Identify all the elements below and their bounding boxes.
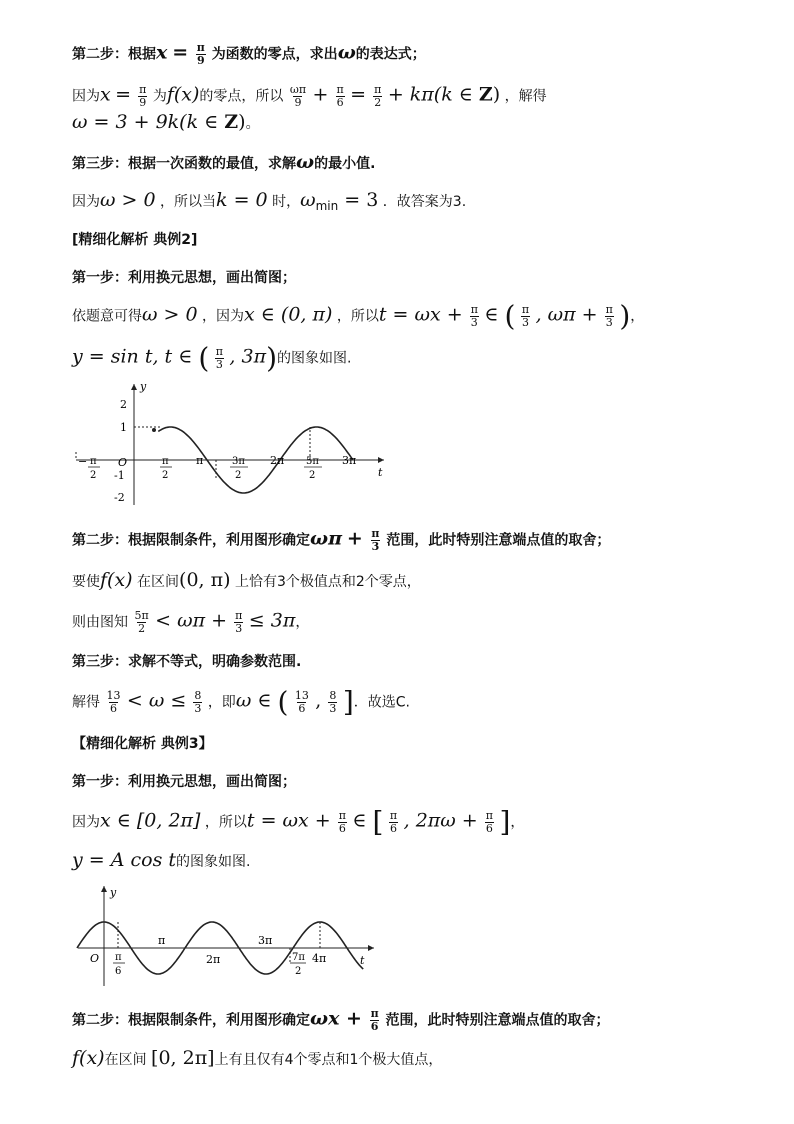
xtick-pi: π xyxy=(196,454,204,467)
xtick-2pi-2: 2π xyxy=(206,953,221,966)
origin-label-2: O xyxy=(90,952,100,965)
cosine-graph xyxy=(72,880,382,990)
step2-heading-2: 第二步：根据限制条件，利用图形确定ωπ + $\frac{\pi}{3}$ 范围，此时特别注意端点值的取舍； xyxy=(72,527,611,553)
t-axis-label-2: t xyxy=(360,954,365,967)
answer-line-1: 因为ω > 0 ，所以当k = 0 时，ωmin = 3 ．故答案为3. xyxy=(72,189,467,213)
y-axis-arrow-2 xyxy=(101,886,107,892)
condition-line-3: f(x)在区间 [0, 2π]上有且仅有4个零点和1个极大值点， xyxy=(72,1047,443,1069)
xtick-pi6-num: π xyxy=(115,952,122,963)
y-axis-label: y xyxy=(140,380,147,393)
cos-graph-caption: y = A cos t的图象如图. xyxy=(72,849,251,871)
step1-heading-3: 第一步：利用换元思想，画出简图； xyxy=(72,774,296,790)
example2-title: [精细化解析 典例2] xyxy=(72,232,198,248)
sine-graph xyxy=(72,380,392,510)
xtick-2pi: 2π xyxy=(270,454,285,467)
xtick-3pi-2: 3π xyxy=(258,934,273,947)
zero-point-line: 因为x = $\frac{\pi}{9}$ 为f(x)的零点，所以 $\frac{\omega\pi}{9}$ + $\frac{\pi}{6}$ = $\frac{\pi}{2}$ + kπ(k ∈ Z) ，解得 xyxy=(72,83,547,109)
step3-heading-1: 第三步：根据一次函数的最值，求解ω的最小值. xyxy=(72,151,376,173)
xtick-neg-sign: − xyxy=(78,455,88,468)
ytick-neg2: -2 xyxy=(114,491,125,504)
ytick-1: 1 xyxy=(120,421,127,434)
example3-title: 【精细化解析 典例3】 xyxy=(72,736,213,752)
step2-heading-3: 第二步：根据限制条件，利用图形确定ωx + $\frac{\pi}{6}$ 范围，此时特别注意端点值的取舍； xyxy=(72,1007,610,1033)
start-point xyxy=(152,428,156,432)
xtick-pi6-den: 6 xyxy=(115,966,122,977)
xtick-pi-2: π xyxy=(158,934,166,947)
xtick-neg-2: 2 xyxy=(90,470,97,481)
sin-graph-caption: y = sin t, t ∈ ( $\frac{\pi}{3}$ , 3π)的图象如图. xyxy=(72,341,352,375)
y-axis-label-2: y xyxy=(110,886,117,899)
xtick-3pi2-num: 3π xyxy=(232,456,245,467)
xtick-4pi: 4π xyxy=(312,952,327,965)
answer-line-2: 解得 $\frac{13}{6}$ < ω ≤ $\frac{8}{3}$ ，即ω ∈ ( $\frac{13}{6}$ , $\frac{8}{3}$ ]．故选C. xyxy=(72,685,411,719)
y-axis-arrow xyxy=(131,384,137,390)
xtick-pi2-den: 2 xyxy=(162,470,169,481)
origin-label: O xyxy=(118,456,128,469)
ytick-2: 2 xyxy=(120,398,127,411)
step3-heading-2: 第三步：求解不等式，明确参数范围. xyxy=(72,654,302,670)
xtick-3pi2-den: 2 xyxy=(235,470,242,481)
xtick-5pi2-den: 2 xyxy=(309,470,316,481)
xtick-pi2-num: π xyxy=(162,456,169,467)
t-axis-label: t xyxy=(378,466,383,479)
condition-line-2: 要使f(x) 在区间(0, π) 上恰有3个极值点和2个零点， xyxy=(72,569,421,591)
step1-heading-2: 第一步：利用换元思想，画出简图； xyxy=(72,270,296,286)
t-axis-arrow-2 xyxy=(368,945,374,951)
xtick-3pi: 3π xyxy=(342,454,357,467)
xtick-7pi2-num: 7π xyxy=(292,952,305,963)
xtick-7pi2-den: 2 xyxy=(295,966,302,977)
ytick-neg1: -1 xyxy=(114,469,125,482)
substitution-line-3: 因为x ∈ [0, 2π] ，所以t = ωx + $\frac{\pi}{6}$ ∈ [ $\frac{\pi}{6}$ , 2πω + $\frac{\pi}{6}$ ]， xyxy=(72,805,525,839)
omega-solution-line: ω = 3 + 9k(k ∈ Z)。 xyxy=(72,111,260,133)
xtick-5pi2-num: 5π xyxy=(306,456,319,467)
xtick-neg-pi: π xyxy=(90,456,97,467)
t-axis-arrow xyxy=(378,457,384,463)
step2-heading-1: 第二步：根据x = $\frac{\pi}{9}$ 为函数的零点，求出ω的表达式； xyxy=(72,41,426,67)
inequality-line-2: 则由图知 $\frac{5\pi}{2}$ < ωπ + $\frac{\pi}{3}$ ≤ 3π， xyxy=(72,609,310,635)
substitution-line-2: 依题意可得ω > 0 ，因为x ∈ (0, π) ，所以t = ωx + $\frac{\pi}{3}$ ∈ ( $\frac{\pi}{3}$ , ωπ + $\frac{\pi}{3}$ )， xyxy=(72,299,645,333)
